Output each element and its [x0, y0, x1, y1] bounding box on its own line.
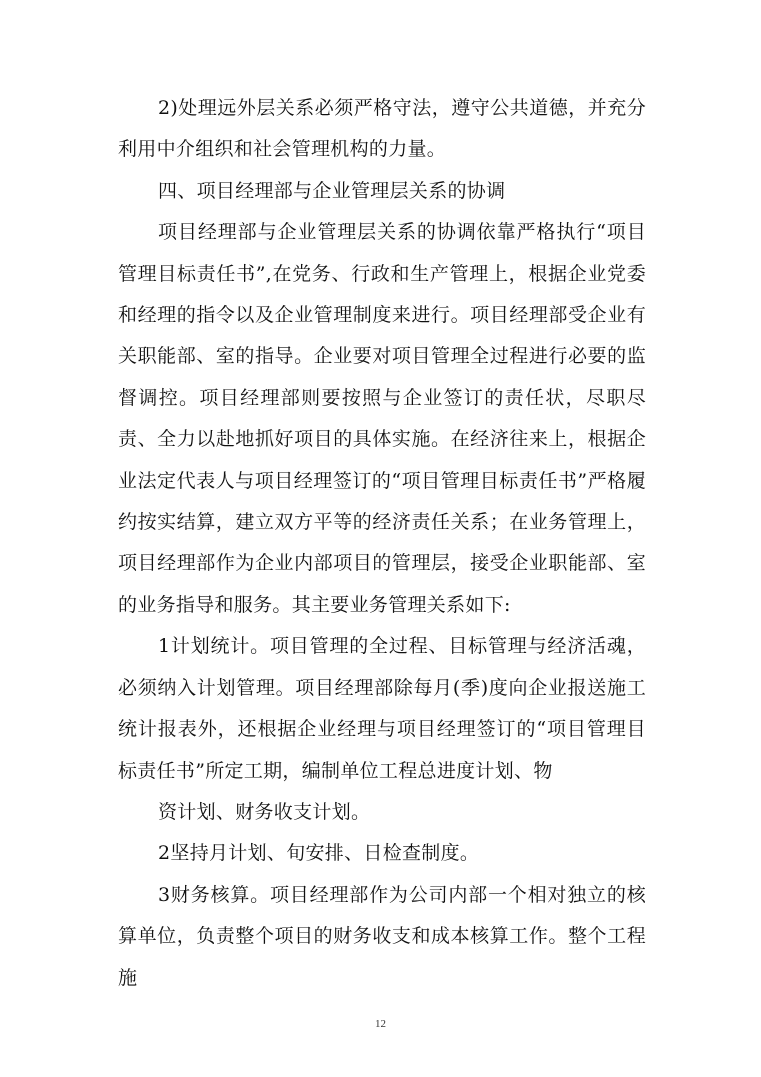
- document-body: [118, 88, 646, 999]
- paragraph-coordination: 项目经理部与企业管理层关系的协调依靠严格执行“项目管理目标责任书”,在党务、行政和生产管理上，根据企业党委和经理的指令以及企业管理制度来进行。项目经理部受企业有关职能部、室的指导。企业要对项目管理全过程进行必要的监督调控。项目经理部则要按照与企业签订的责任状，尽职尽责、全力以赴地抓好项目的具体实施。在经济往来上，根据企业法定代表人与项目经理签订的“项目管理目标责任书”严格履约按实结算，建立双方平等的经济责任关系；在业务管理上，项目经理部作为企业内部项目的管理层，接受企业职能部、室的业务指导和服务。其主要业务管理关系如下:: [118, 221, 646, 616]
- paragraph-plan-statistics: 1计划统计。项目管理的全过程、目标管理与经济活魂，必须纳入计划管理。项目经理部除每月(季)度向企业报送施工统计报表外，还根据企业经理与项目经理签订的“项目管理目标责任书”所定工期，编制单位工程总进度计划、物: [118, 635, 646, 782]
- page-number: 12: [375, 1018, 386, 1030]
- paragraph-monthly-plan: 2坚持月计划、旬安排、日检查制度。: [158, 842, 480, 865]
- paragraph-external-relations: 2)处理远外层关系必须严格守法，遵守公共道德，并充分利用中介组织和社会管理机构的力量。: [118, 97, 646, 161]
- paragraph-material-plan: 资计划、财务收支计划。: [158, 800, 371, 823]
- paragraph-financial-accounting: 3财务核算。项目经理部作为公司内部一个相对独立的核算单位，负责整个项目的财务收支和成本核算工作。整个工程施: [118, 883, 646, 989]
- section-heading-four: 四、项目经理部与企业管理层关系的协调: [158, 179, 506, 202]
